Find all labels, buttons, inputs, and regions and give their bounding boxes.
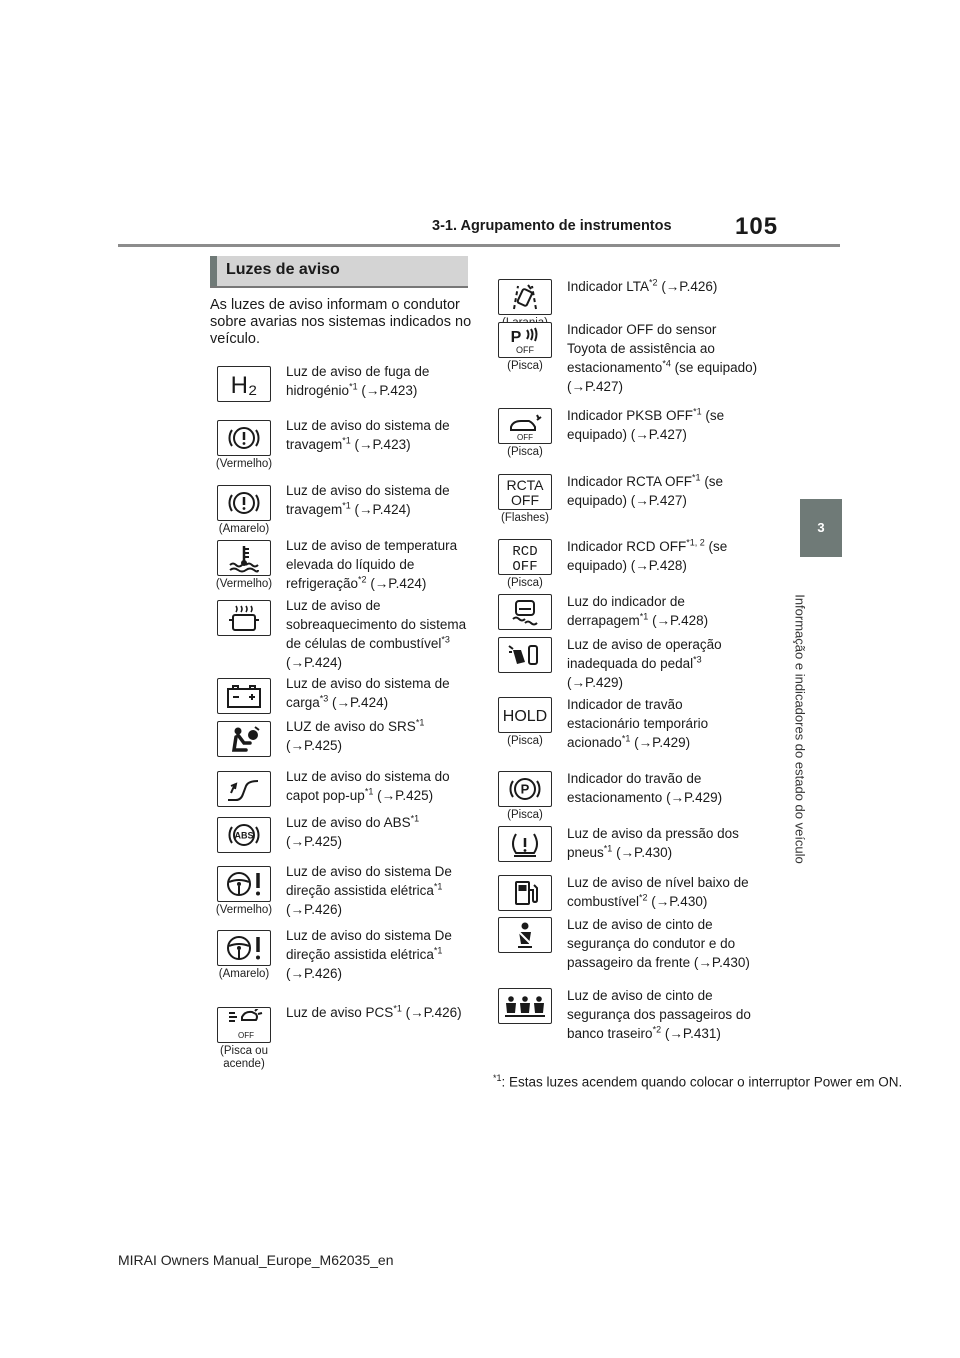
footnote-ref: *1 [692, 472, 701, 483]
svg-text:OFF: OFF [517, 433, 533, 441]
h2-indicator-box [217, 366, 271, 402]
abs-icon [224, 820, 264, 850]
indicator-color-label: (Pisca) [507, 577, 543, 589]
warning-light-description [286, 536, 468, 593]
parking-sensor-off-icon [503, 325, 547, 355]
description-text: Indicador LTA [567, 279, 650, 294]
coolant-temp-icon [224, 543, 264, 573]
description-text: Indicador RCTA OFF [567, 474, 693, 489]
svg-text:P: P [510, 329, 522, 346]
indicator-color-label: (Pisca) [507, 360, 543, 372]
srs-airbag-indicator-box [217, 721, 271, 757]
footnote-ref: *1 [393, 1003, 402, 1014]
footnote-ref: *1 [349, 381, 358, 392]
rear-seatbelt-indicator-box [498, 988, 552, 1024]
section-heading [210, 256, 468, 288]
brake-warning-icon [224, 423, 264, 453]
indicator-color-label: (Vermelho) [215, 904, 273, 916]
description-text: Luz de aviso de cinto de segurança dos passageiros do banco traseiro [567, 988, 751, 1041]
warning-light-description [286, 362, 468, 400]
header-section-title: 3-1. Agrupamento de instrumentos [432, 218, 672, 234]
description-text: Indicador do travão de estacionamento [567, 771, 702, 805]
warning-light-description [567, 915, 759, 972]
coolant-temp-indicator-box [217, 540, 271, 576]
description-text: Luz de aviso do sistema do capot pop-up [286, 769, 450, 803]
description-text: Luz do indicador de derrapagem [567, 594, 685, 628]
lta-indicator-box [498, 279, 552, 315]
eps-warning-indicator-box [217, 930, 271, 966]
footnote-ref: *1 [433, 945, 443, 956]
abs-indicator-box [217, 817, 271, 853]
indicator-color-label: (Flashes) [501, 512, 549, 524]
description-text: Luz de aviso PCS [286, 1005, 394, 1020]
warning-light-description [567, 986, 759, 1043]
svg-text:OFF: OFF [516, 345, 534, 355]
parking-brake-icon [505, 774, 545, 804]
footnote-ref: *2 [358, 574, 367, 585]
page-reference: (→P.423) [357, 383, 418, 398]
warning-light-description [286, 926, 468, 983]
warning-light-description [567, 537, 759, 575]
warning-light-description [286, 481, 468, 519]
footnote-ref: *2 [649, 277, 658, 288]
eps-warning-indicator-box [217, 866, 271, 902]
svg-text:P: P [520, 781, 530, 797]
page-reference: (→P.425) [373, 788, 434, 803]
page-reference: (→P.425) [286, 738, 343, 753]
indicator-color-label: (Vermelho) [215, 458, 273, 470]
low-fuel-icon [505, 878, 545, 908]
indicator-color-label: (Vermelho) [215, 578, 273, 590]
indicator-color-label: (Pisca) [507, 809, 543, 821]
rcta-off-indicator-box [498, 474, 552, 510]
eps-warning-icon [222, 933, 266, 963]
description-text: Luz de aviso do sistema de carga [286, 676, 450, 710]
svg-text:OFF: OFF [238, 1031, 254, 1040]
indicator-color-label: (Pisca) [507, 735, 543, 747]
footnote-ref: *4 [662, 358, 671, 369]
warning-light-description [567, 472, 759, 510]
footnote-ref: *1 [342, 500, 351, 511]
description-text: Indicador OFF do sensor Toyota de assistência ao estacionamento [567, 322, 717, 375]
section-heading-text: Luzes de aviso [226, 261, 340, 278]
document-footer: MIRAI Owners Manual_Europe_M62035_en [118, 1252, 394, 1268]
warning-light-description [286, 767, 468, 805]
h2-icon [222, 370, 266, 398]
footnote-ref: *1 [364, 786, 374, 797]
page-reference: (→P.425) [286, 834, 343, 849]
pedal-misoperation-icon [505, 640, 545, 670]
fuel-cell-overheat-icon [224, 603, 264, 633]
parking-sensor-off-indicator-box [498, 322, 552, 358]
footnote-ref: *1 [603, 843, 613, 854]
warning-light-description [567, 592, 759, 630]
parking-brake-indicator-box [498, 771, 552, 807]
footnote-ref: *1, 2 [686, 537, 705, 548]
description-text: Indicador RCD OFF [567, 539, 687, 554]
page-reference: (se equipado) (→P.427) [567, 408, 725, 442]
footnote-ref: *1 [342, 435, 351, 446]
description-text: Luz de aviso do sistema De direção assistida elétrica [286, 864, 452, 898]
description-text: Luz de aviso do sistema de travagem [286, 418, 450, 452]
page-reference: (→P.424) [328, 695, 389, 710]
pksb-off-indicator-box [498, 408, 552, 444]
description-text: Luz de aviso de operação inadequada do pedal [567, 637, 722, 671]
header-divider [118, 244, 840, 247]
page-reference: (se equipado) (→P.427) [567, 474, 724, 508]
description-text: Luz de aviso de fuga de hidrogénio [286, 364, 430, 398]
description-text: Indicador de travão estacionário temporário acionado [567, 697, 709, 750]
srs-airbag-icon [224, 724, 264, 754]
svg-text:ABS: ABS [234, 830, 254, 841]
warning-light-description [567, 769, 759, 807]
footnote-ref: *3 [319, 693, 329, 704]
page-reference: (→P.426) [657, 279, 718, 294]
page-reference: (→P.424) [366, 576, 427, 591]
svg-text:OFF: OFF [512, 559, 538, 573]
footnote-text: : Estas luzes acendem quando colocar o interruptor Power em ON. [501, 1074, 903, 1090]
chapter-tab: 3 [800, 499, 842, 557]
warning-light-description [567, 277, 759, 296]
description-text: Luz de aviso do ABS [286, 815, 411, 830]
hold-indicator-box [498, 697, 552, 733]
warning-light-description [567, 873, 759, 911]
indicator-color-label: (Pisca ou acende) [220, 1045, 268, 1070]
tire-pressure-icon [505, 829, 545, 859]
pop-up-hood-icon [224, 774, 264, 804]
indicator-color-label: (Pisca) [507, 446, 543, 458]
warning-light-description [567, 406, 759, 444]
battery-indicator-box [217, 678, 271, 714]
description-text: Luz de aviso de sobreaquecimento do sistema de células de combustível [286, 598, 467, 651]
page-reference: (→P.424) [286, 655, 343, 670]
slip-indicator-icon [505, 597, 545, 627]
page-reference: (→P.426) [401, 1005, 462, 1020]
page-reference: (se equipado) (→P.427) [567, 360, 758, 394]
page-reference: (→P.429) [567, 675, 624, 690]
svg-text:H₂: H₂ [230, 372, 258, 398]
warning-light-description [567, 635, 759, 692]
description-text: Luz de aviso de temperatura elevada do líquido de refrigeração [286, 538, 458, 591]
footnote-ref: *1 [639, 611, 649, 622]
seatbelt-indicator-box [498, 917, 552, 953]
fuel-cell-overheat-indicator-box [217, 600, 271, 636]
rcd-off-indicator-box [498, 539, 552, 575]
svg-text:RCTA: RCTA [506, 477, 544, 493]
description-text: LUZ de aviso do SRS [286, 719, 416, 734]
warning-light-description [286, 674, 468, 712]
brake-warning-indicator-box [217, 420, 271, 456]
indicator-color-label: (Amarelo) [218, 968, 270, 980]
eps-warning-icon [222, 869, 266, 899]
footnote-ref: *3 [693, 654, 702, 665]
page-reference: (→P.430) [612, 845, 673, 860]
tire-pressure-indicator-box [498, 826, 552, 862]
footnote [493, 1070, 902, 1091]
page-reference: (→P.424) [350, 502, 411, 517]
pedal-misoperation-indicator-box [498, 637, 552, 673]
warning-light-description [567, 320, 759, 396]
footnote-ref: *2 [652, 1024, 662, 1035]
brake-warning-icon [224, 488, 264, 518]
footnote-ref: *1 [433, 881, 443, 892]
page-reference: (→P.423) [350, 437, 411, 452]
footnote-mark: *1 [493, 1073, 502, 1083]
footnote-ref: *3 [441, 634, 450, 645]
pcs-indicator-box [217, 1007, 271, 1043]
page-reference: (→P.430) [647, 894, 708, 909]
warning-light-description [286, 596, 468, 672]
page-reference: (se equipado) (→P.428) [567, 539, 728, 573]
footnote-ref: *1 [693, 406, 702, 417]
rear-seatbelt-icon [501, 991, 549, 1021]
indicator-color-label: (Amarelo) [218, 523, 270, 535]
warning-light-description [286, 416, 468, 454]
description-text: Indicador PKSB OFF [567, 408, 694, 423]
page-reference: (→P.429) [630, 735, 691, 750]
page-reference: (→P.428) [648, 613, 709, 628]
description-text: Luz de aviso do sistema de travagem [286, 483, 450, 517]
footnote-ref: *1 [410, 813, 420, 824]
footnote-ref: *1 [415, 717, 425, 728]
brake-warning-indicator-box [217, 485, 271, 521]
description-text: Luz de aviso do sistema De direção assistida elétrica [286, 928, 452, 962]
page-reference: (→P.426) [286, 902, 343, 917]
lta-icon [505, 282, 545, 312]
page-reference: (→P.431) [661, 1026, 721, 1041]
description-text: Luz de aviso de nível baixo de combustível [567, 875, 749, 909]
footnote-ref: *1 [621, 733, 631, 744]
description-text: Luz de aviso da pressão dos pneus [567, 826, 739, 860]
svg-text:HOLD: HOLD [502, 708, 548, 725]
seatbelt-icon [505, 920, 545, 950]
warning-light-description [286, 717, 468, 755]
rcd-off-icon [501, 541, 549, 573]
svg-text:RCD: RCD [512, 544, 538, 560]
battery-icon [224, 681, 264, 711]
page-reference: (→P.430) [690, 955, 750, 970]
hold-icon [501, 700, 549, 730]
low-fuel-indicator-box [498, 875, 552, 911]
warning-light-description [286, 862, 468, 919]
warning-light-description [567, 695, 759, 752]
pcs-icon [224, 1009, 264, 1041]
slip-indicator-indicator-box [498, 594, 552, 630]
footnote-ref: *2 [639, 892, 648, 903]
page-reference: (→P.426) [286, 966, 343, 981]
chapter-side-title-text: Informação e indicadores do estado do veículo [792, 593, 808, 864]
pop-up-hood-indicator-box [217, 771, 271, 807]
warning-light-description [286, 813, 468, 851]
rcta-off-icon [501, 476, 549, 508]
svg-text:OFF: OFF [511, 492, 539, 508]
chapter-side-title [771, 571, 829, 886]
page-number: 105 [735, 213, 779, 240]
warning-light-description [286, 1003, 468, 1022]
warning-light-description [567, 824, 759, 862]
description-text: Luz de aviso de cinto de segurança do condutor e do passageiro da frente [567, 917, 736, 970]
intro-paragraph: As luzes de aviso informam o condutor sobre avarias nos sistemas indicados no veículo. [210, 297, 472, 347]
pksb-off-icon [503, 411, 547, 441]
page-reference: (→P.429) [662, 790, 723, 805]
